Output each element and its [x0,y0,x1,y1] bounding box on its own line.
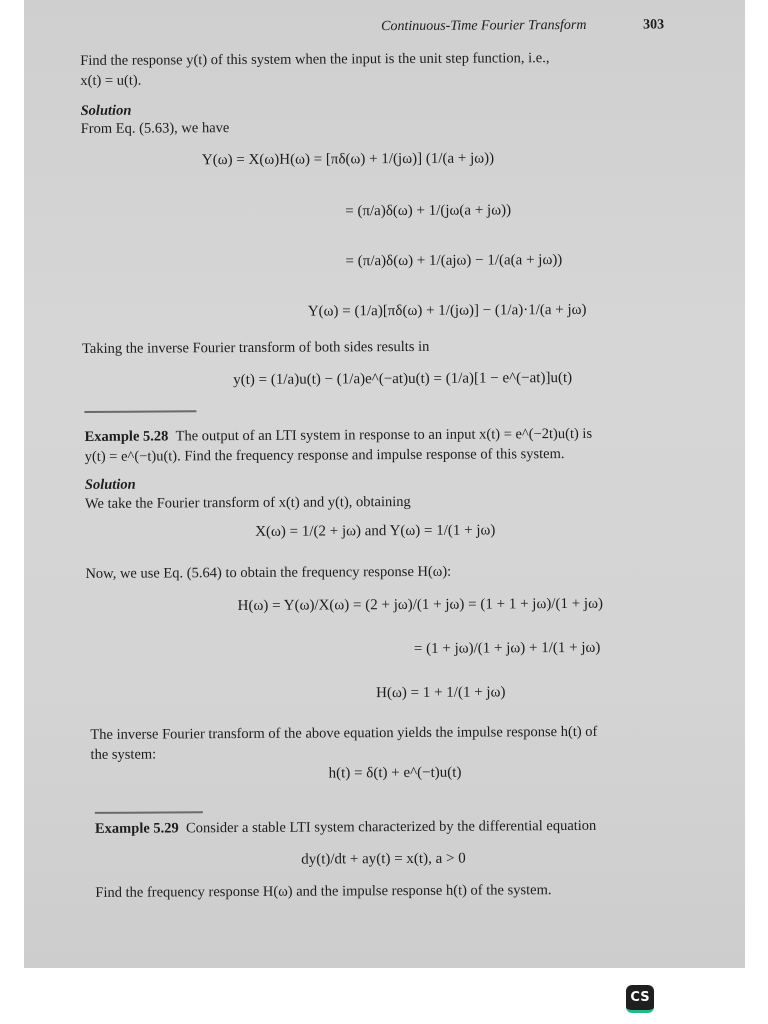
find-frequency-text: Find the frequency response H(ω) and the impulse response h(t) of the system. [95,882,552,901]
textbook-page [76,10,691,914]
equation-11: dy(t)/dt + ay(t) = x(t), a > 0 [301,850,466,868]
equation-8: = (1 + jω)/(1 + jω) + 1/(1 + jω) [413,639,601,657]
solution-heading-1: Solution [80,102,132,119]
example-rule-1 [84,410,196,413]
example-rule-2 [95,811,203,814]
solution-lead-2: We take the Fourier transform of x(t) and y(t), obtaining [84,493,411,512]
intro-line-1 [80,49,549,70]
inverse-text-1: The inverse Fourier transform of the above equation yields the impulse response h(t) of [90,723,598,743]
camscanner-logo-icon: CS [626,985,654,1013]
equation-7: H(ω) = Y(ω)/X(ω) = (2 + jω)/(1 + jω) = (1 + 1 + jω)/(1 + jω) [237,595,604,615]
scanned-page-photo [24,0,745,968]
equation-4: Y(ω) = (1/a)[πδ(ω) + 1/(jω)] − (1/a)·1/(a + jω) [307,301,587,320]
solution-lead-1: From Eq. (5.63), we have [80,120,230,137]
inverse-text-2: the system: [90,746,157,763]
example-528-label: Example 5.28 [84,428,169,445]
example-529-line [95,817,596,838]
example-528-text-1: The output of an LTI system in response to an input x(t) = e^(−2t)u(t) is [175,425,593,445]
example-528-line-2: y(t) = e^(−t)u(t). Find the frequency response and impulse response of this system. [84,446,565,465]
equation-6: X(ω) = 1/(2 + jω) and Y(ω) = 1/(1 + jω) [255,522,496,540]
equation-3: = (π/a)δ(ω) + 1/(ajω) − 1/(a(a + jω)) [345,252,563,270]
running-title: Continuous-Time Fourier Transform [381,17,587,35]
page-number: 303 [643,17,665,33]
solution-heading-2: Solution [84,476,136,493]
example-528-line-1 [85,425,593,446]
intro-line-1-text: Find the response y(t) of this system when the input is the unit step function, i.e., [80,50,550,69]
equation-5: y(t) = (1/a)u(t) − (1/a)e^(−at)u(t) = (1/a)[1 − e^(−at)]u(t) [233,369,573,389]
example-529-label: Example 5.29 [94,820,179,837]
example-529-text: Consider a stable LTI system characterized by the differential equation [185,817,597,837]
equation-10: h(t) = δ(t) + e^(−t)u(t) [328,764,462,782]
now-use-text: Now, we use Eq. (5.64) to obtain the frequency response H(ω): [85,563,452,582]
taking-inverse-text: Taking the inverse Fourier transform of both sides results in [81,338,430,357]
equation-1: Y(ω) = X(ω)H(ω) = [πδ(ω) + 1/(jω)] (1/(a + jω)) [201,150,495,169]
equation-2: = (π/a)δ(ω) + 1/(jω(a + jω)) [345,202,512,220]
intro-line-2: x(t) = u(t). [80,72,142,89]
equation-9: H(ω) = 1 + 1/(1 + jω) [376,684,506,702]
